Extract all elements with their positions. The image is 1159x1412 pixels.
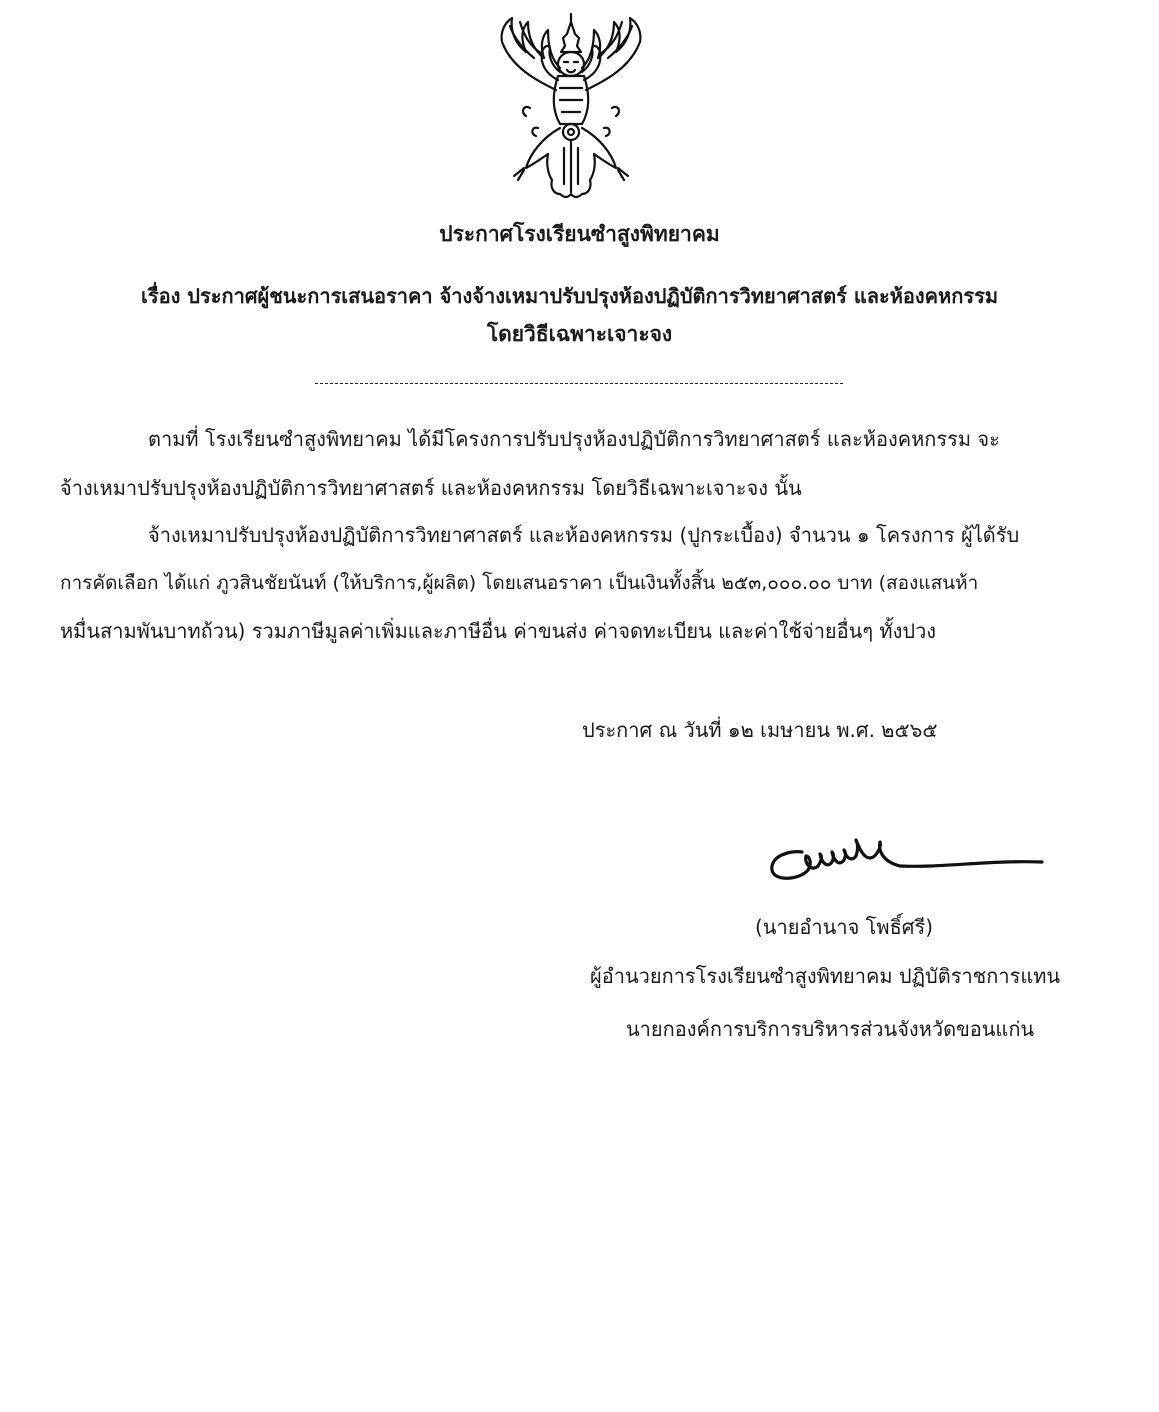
signatory-position-line-2: นายกองค์การบริการบริหารส่วนจังหวัดขอนแก่น (626, 1017, 1035, 1041)
garuda-emblem (490, 8, 652, 200)
divider-line (315, 383, 843, 384)
announcement-date: ประกาศ ณ วันที่ ๑๒ เมษายน พ.ศ. ๒๕๖๕ (582, 718, 938, 742)
paragraph-2-line-1: จ้างเหมาปรับปรุงห้องปฏิบัติการวิทยาศาสตร์ และห้องคหกรรม (ปูกระเบื้อง) จำนวน ๑ โครงการ ผู้ได้รับ (148, 523, 1020, 547)
paragraph-1-line-1: ตามที่ โรงเรียนซำสูงพิทยาคม ได้มีโครงการปรับปรุงห้องปฏิบัติการวิทยาศาสตร์ และห้องคหกรรม จะ (148, 427, 1000, 451)
procurement-method: โดยวิธีเฉพาะเจาะจง (486, 322, 673, 346)
announcement-title: ประกาศโรงเรียนซำสูงพิทยาคม (439, 222, 720, 246)
signatory-position-line-1: ผู้อำนวยการโรงเรียนซำสูงพิทยาคม ปฏิบัติราชการแทน (590, 964, 1061, 988)
paragraph-2-line-2: การคัดเลือก ได้แก่ ภูวสินชัยนันท์ (ให้บริการ,ผู้ผลิต) โดยเสนอราคา เป็นเงินทั้งสิ้น ๒๕๓,๐๐๐.๐๐ บาท (สองแสนห้า (60, 572, 979, 594)
announcement-subject: เรื่อง ประกาศผู้ชนะการเสนอราคา จ้างจ้างเหมาปรับปรุงห้องปฏิบัติการวิทยาศาสตร์ และห้องคหกรรม (140, 284, 999, 308)
handwritten-signature (760, 836, 1050, 896)
paragraph-2-line-3: หมื่นสามพันบาทถ้วน) รวมภาษีมูลค่าเพิ่มและภาษีอื่น ค่าขนส่ง ค่าจดทะเบียน และค่าใช้จ่ายอื่นๆ ทั้งปวง (60, 619, 937, 643)
paragraph-1-line-2: จ้างเหมาปรับปรุงห้องปฏิบัติการวิทยาศาสตร์ และห้องคหกรรม โดยวิธีเฉพาะเจาะจง นั้น (60, 476, 802, 500)
signatory-name: (นายอำนาจ โพธิ์ศรี) (755, 915, 934, 939)
